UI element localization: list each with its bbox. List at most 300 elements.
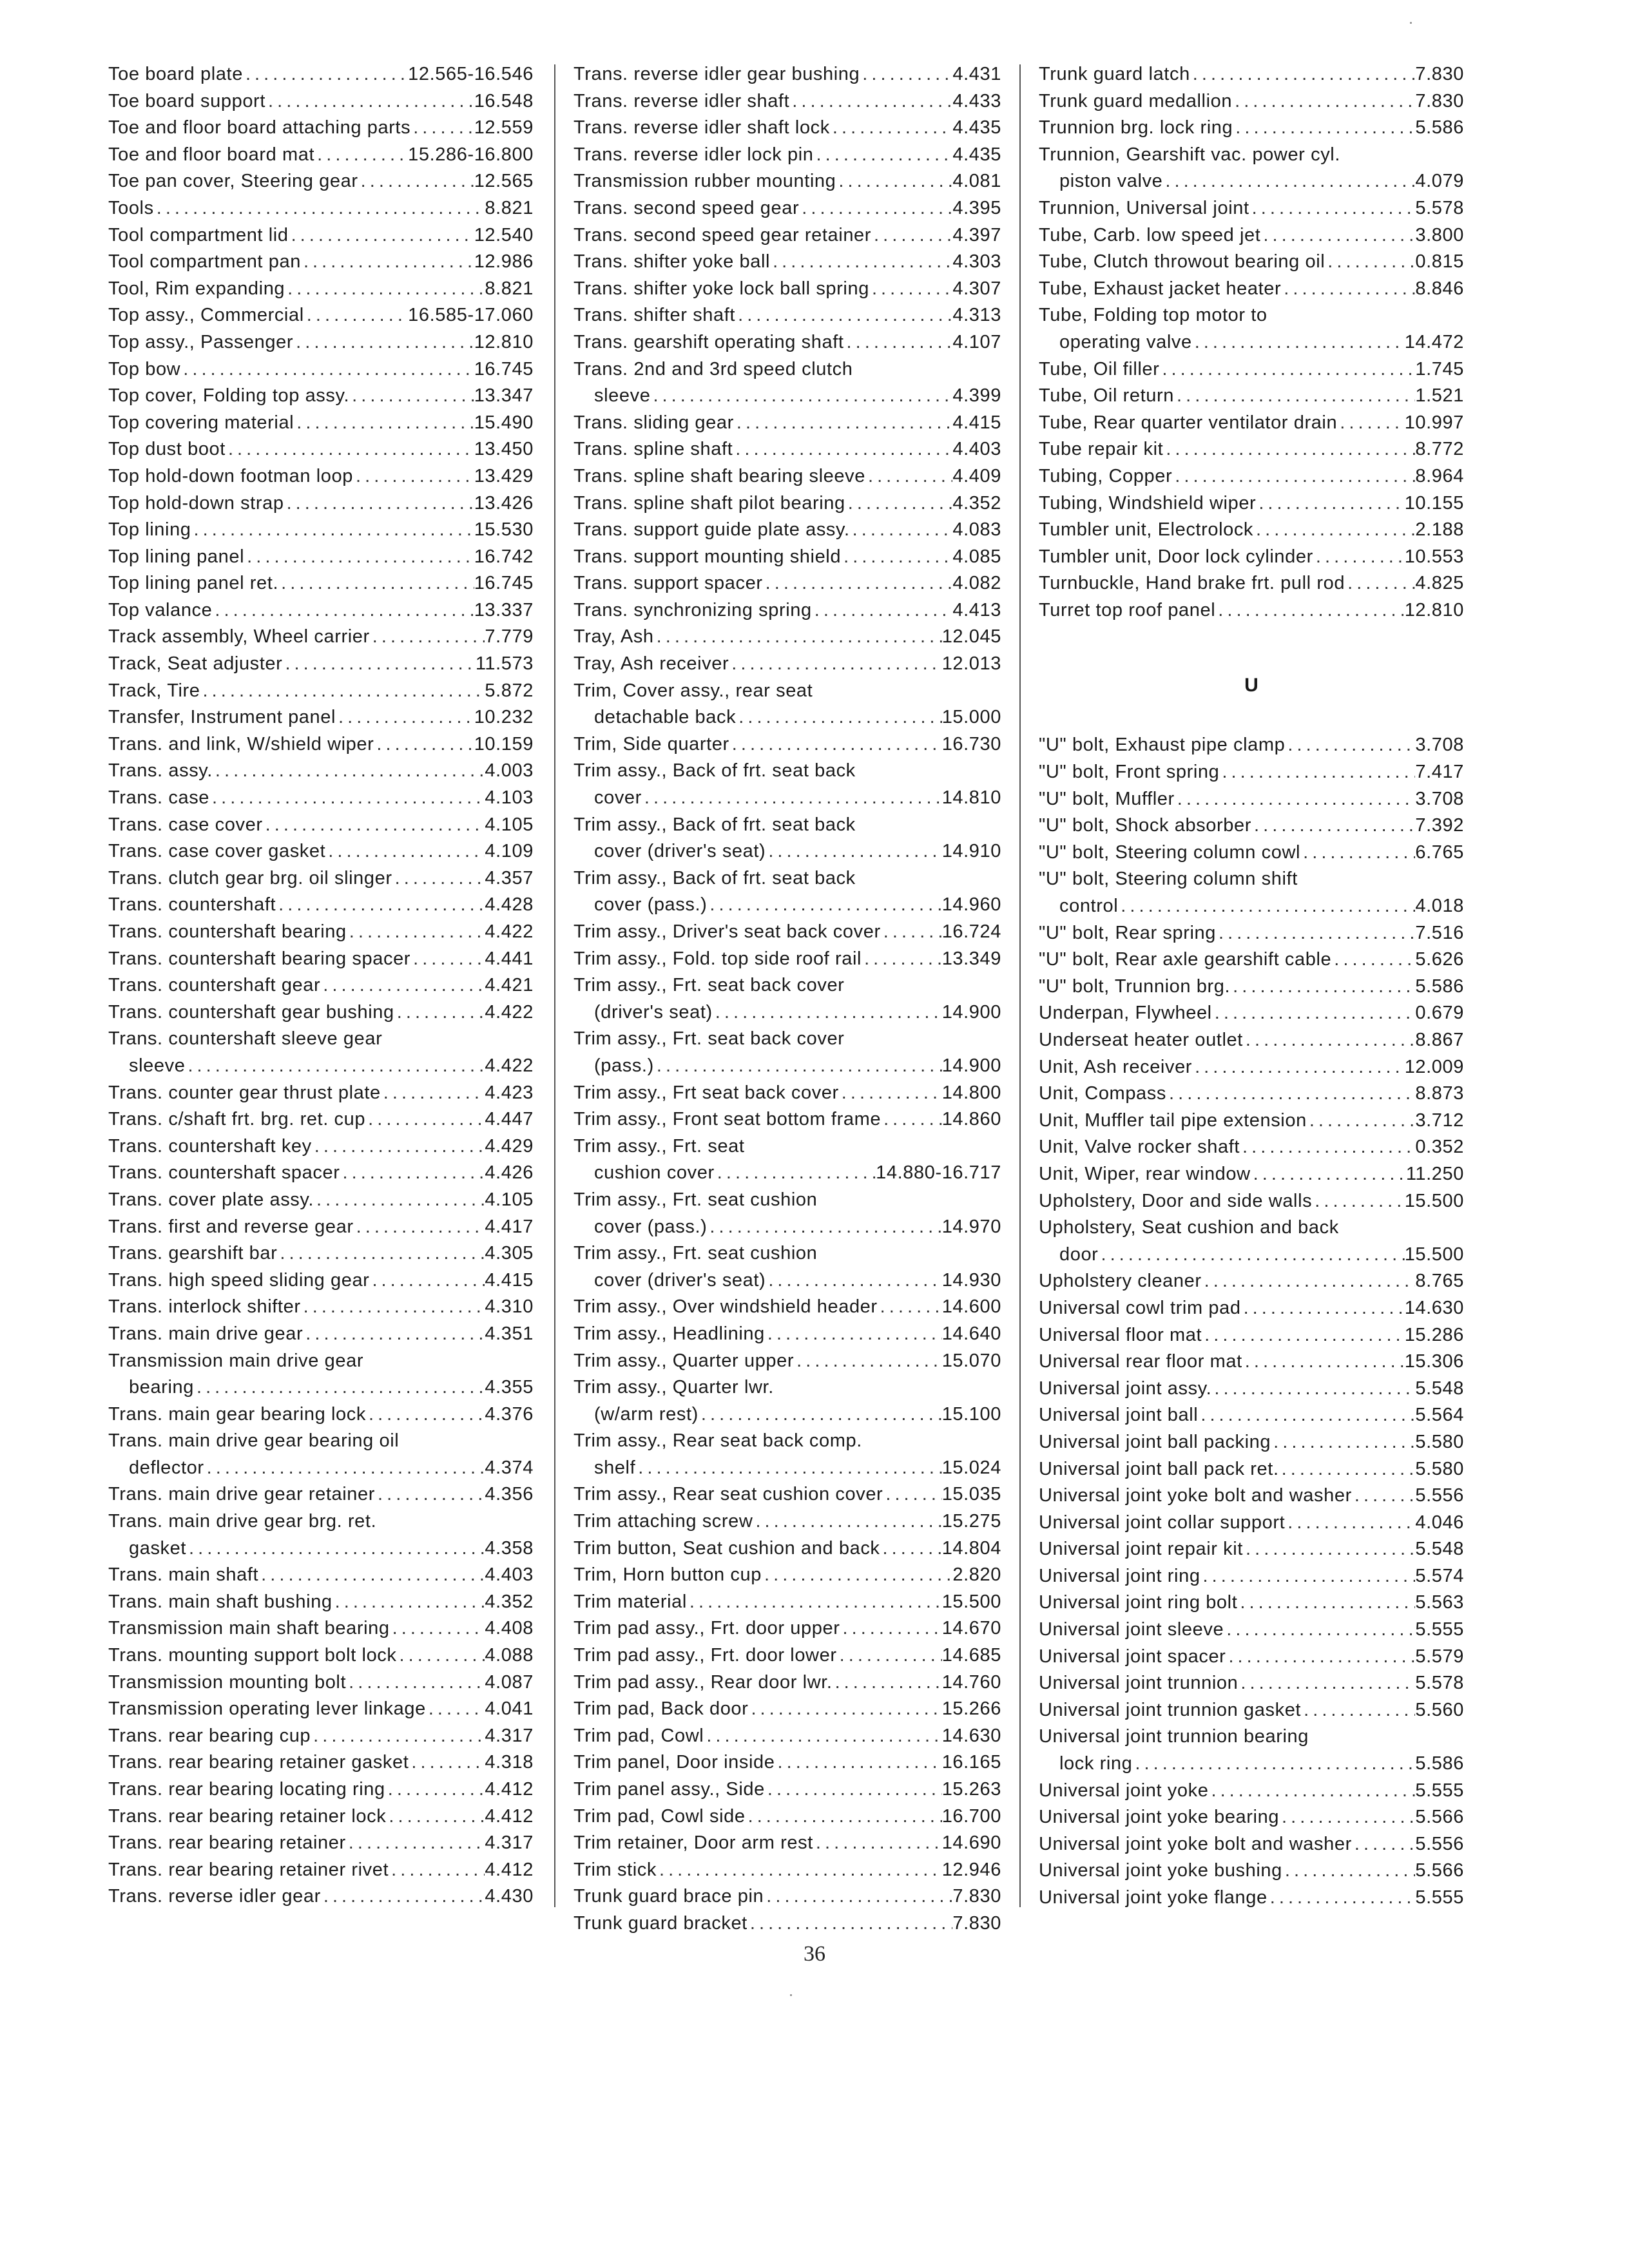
dot-leader [1118, 893, 1415, 920]
entry-term: Trans. case cover [108, 814, 263, 835]
entry-term: Tube, Clutch throwout bearing oil [1039, 251, 1325, 273]
index-entry [574, 1508, 1001, 1535]
dot-leader [1251, 1161, 1406, 1188]
entry-reference-number: 15.275 [941, 1511, 1001, 1532]
index-entry [574, 436, 1001, 463]
entry-term: Tray, Ash [574, 626, 654, 648]
index-entry [1039, 1161, 1464, 1188]
entry-term: Trans. support spacer [574, 573, 763, 594]
dot-leader [154, 195, 485, 222]
index-entry [574, 88, 1001, 115]
dot-leader [212, 597, 474, 624]
entry-reference-number: 14.860 [941, 1109, 1001, 1130]
index-entry [1039, 1885, 1464, 1912]
index-entry-continuation [574, 1401, 1001, 1428]
index-entry [108, 704, 534, 731]
entry-term: Turnbuckle, Hand brake frt. pull rod [1039, 573, 1345, 594]
index-entry [1039, 1510, 1464, 1537]
dot-leader [837, 1642, 942, 1669]
dot-leader [389, 1857, 485, 1884]
dot-leader [1241, 1295, 1405, 1322]
index-entry [1039, 1617, 1464, 1644]
index-entry-continuation [574, 1455, 1001, 1482]
dot-leader [243, 61, 408, 88]
entry-reference-number: 10.997 [1404, 412, 1464, 433]
entry-term: Trim pad assy., Frt. door upper [574, 1618, 840, 1639]
entry-reference-number: 12.009 [1404, 1056, 1464, 1077]
dot-leader [1285, 732, 1415, 759]
dot-leader [358, 168, 474, 195]
index-entry-continuation [108, 1374, 534, 1401]
index-entry [574, 1187, 1001, 1214]
index-entry [574, 1321, 1001, 1348]
entry-term: control [1059, 896, 1119, 917]
index-entry [574, 678, 1001, 705]
entry-term: Trim, Horn button cup [574, 1564, 762, 1586]
entry-reference-number: 14.690 [941, 1832, 1001, 1854]
entry-reference-number: 4.825 [1415, 573, 1464, 594]
index-entry [108, 1160, 534, 1187]
dot-leader [213, 758, 485, 785]
dot-leader [704, 1723, 941, 1750]
index-entry [108, 678, 534, 705]
dot-leader [1200, 1563, 1416, 1590]
entry-term: Unit, Muffler tail pipe extension [1039, 1110, 1307, 1131]
index-entry-continuation [1039, 329, 1464, 356]
entry-term: Trans. rear bearing cup [108, 1725, 311, 1746]
entry-reference-number: 15.490 [474, 412, 534, 433]
index-entry [108, 972, 534, 999]
index-entry-continuation [574, 1053, 1001, 1080]
entry-reference-number: 13.347 [474, 385, 534, 407]
entry-reference-number: 14.810 [941, 787, 1001, 809]
index-entry [1039, 276, 1464, 303]
entry-reference-number: 4.447 [485, 1109, 534, 1130]
index-entry [108, 1187, 534, 1214]
dot-leader [410, 946, 485, 973]
entry-reference-number: 5.548 [1415, 1378, 1464, 1399]
entry-reference-number: 5.586 [1415, 975, 1464, 997]
index-column-2 [574, 61, 1001, 1937]
index-entry [108, 651, 534, 678]
dot-leader [1192, 329, 1405, 356]
entry-term: "U" bolt, Trunnion brg. [1039, 975, 1231, 997]
index-column-1 [108, 61, 534, 1910]
dot-leader [392, 865, 485, 892]
entry-reference-number: 15.035 [941, 1484, 1001, 1505]
entry-reference-number: 7.779 [485, 626, 534, 648]
entry-reference-number: 4.357 [485, 867, 534, 889]
index-entry [108, 1133, 534, 1160]
column-divider [554, 64, 555, 1907]
index-entry [1039, 840, 1464, 867]
dot-leader [836, 168, 952, 195]
entry-reference-number: 4.107 [952, 331, 1001, 352]
index-entry [1039, 1268, 1464, 1295]
dot-leader [1175, 786, 1416, 813]
entry-reference-number: 15.306 [1404, 1351, 1464, 1372]
dot-leader [657, 1857, 942, 1884]
entry-term: Toe and floor board mat [108, 144, 315, 165]
index-entry [108, 1615, 534, 1642]
dot-leader [735, 302, 952, 329]
index-entry-continuation [1039, 168, 1464, 195]
index-entry [574, 195, 1001, 222]
entry-reference-number: 14.760 [941, 1671, 1001, 1693]
entry-term: Universal joint repair kit [1039, 1539, 1243, 1560]
dot-leader [830, 115, 953, 142]
dot-leader [770, 249, 952, 276]
index-entry [1039, 1590, 1464, 1617]
index-entry [108, 1508, 534, 1535]
entry-reference-number: 4.103 [485, 787, 534, 809]
entry-reference-number: 4.428 [485, 894, 534, 916]
entry-term: "U" bolt, Shock absorber [1039, 815, 1251, 836]
t-section-continued [1039, 61, 1464, 624]
index-entry-continuation [574, 838, 1001, 865]
entry-term: Trans. countershaft spacer [108, 1162, 340, 1184]
entry-term: (w/arm rest) [594, 1403, 699, 1425]
index-entry [574, 302, 1001, 329]
entry-term: Transmission main drive gear [108, 1350, 364, 1371]
entry-term: Universal joint trunnion gasket [1039, 1699, 1302, 1720]
entry-reference-number: 8.765 [1415, 1271, 1464, 1292]
entry-term: Tumbler unit, Door lock cylinder [1039, 546, 1313, 567]
dot-leader [426, 1696, 485, 1723]
entry-term: Trunnion brg. lock ring [1039, 117, 1233, 139]
index-entry [1039, 1188, 1464, 1215]
dot-leader [1271, 1429, 1415, 1456]
entry-reference-number: 4.397 [952, 224, 1001, 245]
entry-reference-number: 7.392 [1415, 815, 1464, 836]
index-entry [108, 222, 534, 249]
entry-term: Top assy., Commercial [108, 305, 304, 326]
entry-reference-number: 4.399 [952, 385, 1001, 407]
entry-term: Trim pad, Back door [574, 1698, 749, 1720]
dot-leader [1226, 1644, 1415, 1671]
dot-leader [1174, 383, 1415, 410]
entry-reference-number: 7.830 [952, 1912, 1001, 1934]
index-entry [108, 999, 534, 1026]
entry-term: Trim, Side quarter [574, 733, 729, 754]
entry-term: Trans. reverse idler shaft lock [574, 117, 830, 139]
entry-term: Trim assy., Back of frt. seat back [574, 867, 856, 889]
dot-leader [354, 1214, 485, 1241]
index-entry [108, 1428, 534, 1455]
dot-leader [369, 1267, 485, 1294]
entry-reference-number: 15.500 [1404, 1190, 1464, 1211]
dot-leader [762, 1562, 952, 1589]
entry-term: Trans. main drive gear [108, 1323, 304, 1344]
entry-term: Trans. and link, W/shield wiper [108, 733, 374, 754]
entry-term: Unit, Ash receiver [1039, 1056, 1193, 1077]
entry-term: Trans. second speed gear retainer [574, 224, 872, 245]
entry-reference-number: 12.986 [474, 251, 534, 273]
entry-reference-number: 11.250 [1405, 1163, 1464, 1184]
dot-leader [729, 651, 941, 678]
entry-reference-number: 5.564 [1415, 1405, 1464, 1426]
section-heading-u: U [1244, 675, 1258, 697]
entry-reference-number: 5.586 [1415, 117, 1464, 139]
index-entry [574, 919, 1001, 946]
index-entry [1039, 1108, 1464, 1135]
entry-term: Trim assy., Back of frt. seat back [574, 814, 856, 835]
index-entry [1039, 436, 1464, 463]
dot-leader [1256, 490, 1404, 517]
dot-leader [766, 838, 941, 865]
entry-term: Trim material [574, 1591, 687, 1612]
dot-leader [1211, 1376, 1415, 1403]
entry-reference-number: 10.159 [474, 733, 534, 754]
entry-reference-number: 5.560 [1415, 1699, 1464, 1720]
entry-term: Trim panel, Door inside [574, 1752, 775, 1773]
entry-reference-number: 12.045 [941, 626, 1001, 648]
dot-leader [753, 1508, 941, 1535]
entry-term: Toe and floor board attaching parts [108, 117, 411, 139]
dot-leader [320, 972, 485, 999]
entry-reference-number: 4.083 [952, 519, 1001, 541]
dot-leader [1307, 1108, 1416, 1135]
index-entry [108, 1589, 534, 1616]
entry-reference-number: 4.355 [485, 1377, 534, 1398]
index-entry [1039, 1134, 1464, 1161]
entry-term: Trans. rear bearing retainer rivet [108, 1859, 389, 1880]
entry-term: Trans. first and reverse gear [108, 1216, 354, 1237]
index-entry [1039, 142, 1464, 169]
entry-reference-number: 4.318 [485, 1752, 534, 1773]
index-entry-continuation [574, 785, 1001, 812]
entry-reference-number: 5.566 [1415, 1860, 1464, 1881]
dot-leader [353, 463, 474, 490]
index-entry [574, 168, 1001, 195]
dot-leader [765, 1321, 942, 1348]
dot-leader [365, 1106, 485, 1133]
entry-reference-number: 4.317 [485, 1832, 534, 1854]
dot-leader [654, 1053, 942, 1080]
index-entry [108, 1106, 534, 1133]
dot-leader [347, 919, 485, 946]
entry-reference-number: 4.413 [952, 599, 1001, 620]
index-entry [108, 731, 534, 758]
entry-term: Top assy., Passenger [108, 331, 294, 352]
entry-term: operating valve [1059, 331, 1192, 352]
index-entry [108, 329, 534, 356]
entry-reference-number: 4.435 [952, 117, 1001, 139]
entry-term: cover (pass.) [594, 1216, 708, 1237]
entry-term: Top lining panel [108, 546, 245, 567]
entry-reference-number: 5.578 [1415, 197, 1464, 218]
entry-term: Universal joint trunnion [1039, 1673, 1239, 1694]
entry-reference-number: 14.970 [941, 1216, 1001, 1237]
entry-term: Tube, Oil return [1039, 385, 1174, 407]
entry-reference-number: 5.578 [1415, 1673, 1464, 1694]
entry-reference-number: 15.500 [1404, 1244, 1464, 1265]
entry-reference-number: 16.165 [941, 1752, 1001, 1773]
index-entry [574, 651, 1001, 678]
entry-term: Trim panel assy., Side [574, 1779, 765, 1800]
entry-term: Universal joint trunnion bearing [1039, 1726, 1309, 1747]
entry-term: Trans. case [108, 787, 210, 809]
entry-reference-number: 3.712 [1415, 1110, 1464, 1131]
entry-reference-number: 4.415 [485, 1269, 534, 1291]
index-entry [574, 356, 1001, 383]
entry-reference-number: 4.303 [952, 251, 1001, 273]
entry-reference-number: 4.395 [952, 197, 1001, 218]
entry-reference-number: 14.804 [941, 1537, 1001, 1559]
index-entry [1039, 1081, 1464, 1108]
entry-term: Top dust boot [108, 439, 226, 460]
entry-reference-number: 5.580 [1415, 1458, 1464, 1479]
dot-leader [346, 1830, 485, 1857]
dot-leader [713, 999, 942, 1026]
entry-term: door [1059, 1244, 1099, 1265]
index-entry [574, 1642, 1001, 1669]
entry-reference-number: 4.041 [485, 1698, 534, 1720]
dot-leader [1260, 222, 1415, 249]
entry-reference-number: 4.409 [952, 465, 1001, 486]
entry-reference-number: 16.700 [941, 1805, 1001, 1827]
entry-term: Tool, Rim expanding [108, 278, 285, 299]
dot-leader [381, 1080, 485, 1107]
index-entry [1039, 249, 1464, 276]
entry-term: Trans. reverse idler lock pin [574, 144, 814, 165]
dot-leader [304, 302, 408, 329]
entry-term: Universal joint ring bolt [1039, 1592, 1238, 1613]
entry-term: gasket [129, 1537, 187, 1559]
index-entry [574, 1240, 1001, 1267]
entry-reference-number: 12.946 [941, 1859, 1001, 1880]
dot-leader [736, 704, 941, 731]
dot-leader [1219, 759, 1415, 786]
index-entry [108, 919, 534, 946]
dot-leader [860, 61, 952, 88]
index-entry [1039, 383, 1464, 410]
entry-term: cover (pass.) [594, 894, 708, 916]
entry-term: Universal joint ball pack ret. [1039, 1458, 1279, 1479]
entry-reference-number: 4.356 [485, 1484, 534, 1505]
dot-leader [814, 142, 953, 169]
entry-reference-number: 15.500 [941, 1591, 1001, 1612]
entry-reference-number: 14.472 [1404, 331, 1464, 352]
dot-leader [1190, 61, 1416, 88]
index-entry [574, 865, 1001, 892]
entry-reference-number: 2.188 [1415, 519, 1464, 541]
index-entry [574, 1562, 1001, 1589]
entry-term: Trans. countershaft sleeve gear [108, 1028, 383, 1050]
index-entry [1039, 1778, 1464, 1805]
index-entry-continuation [574, 1160, 1001, 1187]
dot-leader [1282, 1858, 1416, 1885]
entry-term: Trans. mounting support bolt lock [108, 1645, 397, 1666]
entry-reference-number: 5.556 [1415, 1833, 1464, 1854]
entry-reference-number: 5.555 [1415, 1887, 1464, 1908]
dot-leader [1243, 1536, 1415, 1563]
entry-reference-number: 5.574 [1415, 1565, 1464, 1586]
entry-reference-number: 14.960 [941, 894, 1001, 916]
dot-leader [635, 1455, 941, 1482]
index-entry [108, 1749, 534, 1776]
index-entry [1039, 1670, 1464, 1697]
entry-reference-number: 15.266 [941, 1698, 1001, 1720]
entry-term: Trans. countershaft bearing [108, 921, 347, 942]
entry-term: "U" bolt, Front spring [1039, 762, 1220, 783]
entry-reference-number: 15.286-16.800 [408, 144, 534, 165]
entry-reference-number: 4.403 [952, 439, 1001, 460]
dot-leader [265, 88, 474, 115]
entry-reference-number: 7.830 [1415, 64, 1464, 84]
index-entry [1039, 222, 1464, 249]
dot-leader [729, 731, 942, 758]
entry-term: "U" bolt, Rear spring [1039, 922, 1216, 943]
dot-leader [883, 1481, 941, 1508]
entry-reference-number: 4.313 [952, 305, 1001, 326]
dot-leader [1352, 1831, 1416, 1858]
entry-term: Trunk guard latch [1039, 64, 1190, 84]
dot-leader [1216, 920, 1415, 947]
entry-reference-number: 4.307 [952, 278, 1001, 299]
index-entry [574, 570, 1001, 597]
entry-term: Trans. countershaft bearing spacer [108, 948, 411, 969]
entry-term: Trans. clutch gear brg. oil slinger [108, 867, 392, 889]
dot-leader [301, 1294, 485, 1321]
index-entry [574, 1348, 1001, 1375]
entry-term: detachable back [594, 707, 737, 728]
entry-term: Trunk guard medallion [1039, 90, 1233, 111]
index-entry [1039, 544, 1464, 571]
index-entry [108, 570, 534, 597]
index-column-3 [1039, 61, 1464, 1912]
index-entry [1039, 1804, 1464, 1831]
entry-term: Trans. high speed sliding gear [108, 1269, 370, 1291]
entry-term: Trans. gearshift bar [108, 1243, 278, 1264]
dot-leader [409, 1749, 485, 1776]
dot-leader [1249, 195, 1416, 222]
index-entry [1039, 195, 1464, 222]
dot-leader [699, 1401, 942, 1428]
entry-term: Universal joint spacer [1039, 1646, 1226, 1667]
index-entry [108, 1321, 534, 1348]
entry-term: Universal joint yoke bolt and washer [1039, 1833, 1352, 1854]
dot-leader [748, 1696, 941, 1723]
entry-term: Top lining panel ret. [108, 573, 279, 594]
dot-leader [1301, 1697, 1415, 1724]
dot-leader [845, 490, 953, 517]
dot-leader [385, 1776, 485, 1803]
dot-leader [1208, 1778, 1415, 1805]
index-entry [108, 490, 534, 517]
dot-leader [301, 249, 474, 276]
entry-term: Toe board plate [108, 64, 243, 84]
entry-reference-number: 12.013 [941, 653, 1001, 675]
index-entry [574, 1696, 1001, 1723]
dot-leader [881, 1106, 942, 1133]
index-entry [1039, 759, 1464, 786]
entry-term: Trans. countershaft [108, 894, 276, 916]
entry-reference-number: 4.415 [952, 412, 1001, 433]
index-entry [1039, 1376, 1464, 1403]
entry-reference-number: 5.556 [1415, 1485, 1464, 1506]
entry-term: Trim assy., Frt seat back cover [574, 1082, 839, 1103]
entry-reference-number: 4.105 [485, 814, 534, 835]
dot-leader [277, 1240, 485, 1267]
index-entry [108, 410, 534, 437]
dot-leader [1237, 1590, 1415, 1617]
entry-term: Tools [108, 197, 154, 218]
dot-leader [763, 570, 953, 597]
dot-leader [1243, 1027, 1416, 1054]
entry-reference-number: 13.349 [941, 948, 1001, 969]
entry-term: Upholstery cleaner [1039, 1271, 1202, 1292]
